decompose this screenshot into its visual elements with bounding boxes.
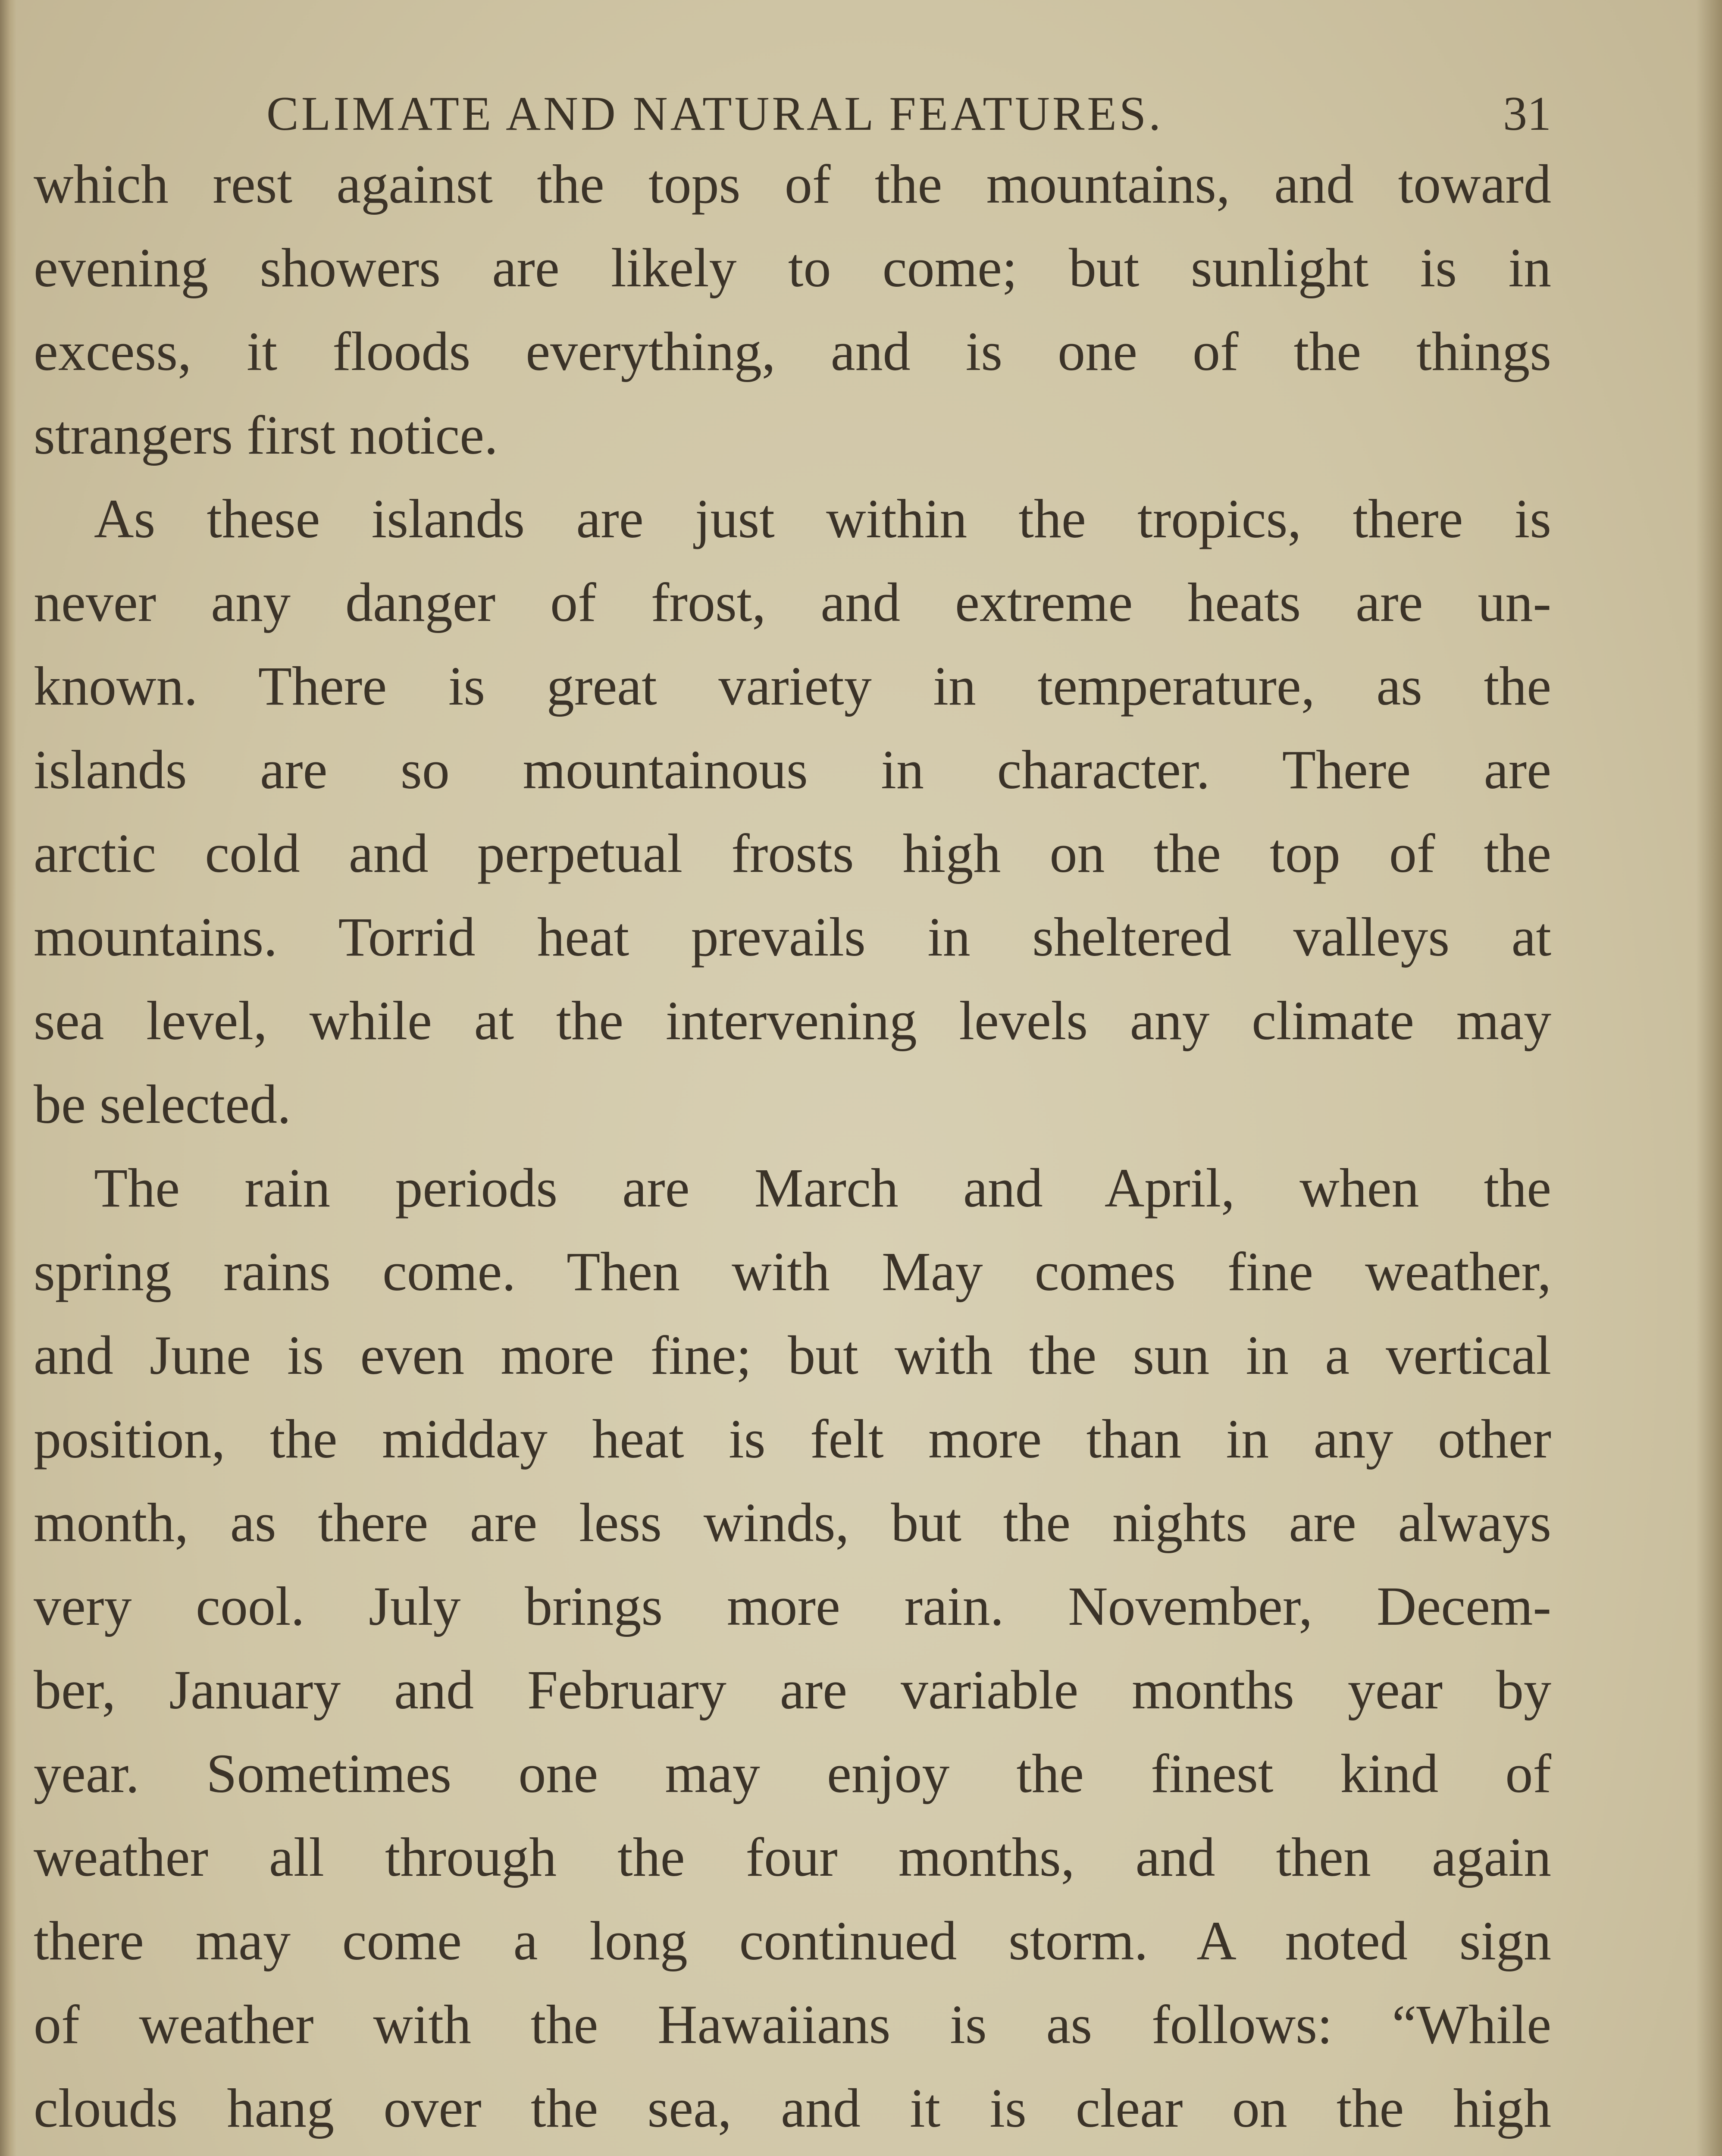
text-line: mountains. Torrid heat prevails in sheltered valleys at: [34, 906, 1551, 968]
text-line: clouds hang over the sea, and it is clear on the high: [34, 2078, 1551, 2139]
running-head: [34, 73, 1551, 142]
text-line: spring rains come. Then with May comes fine weather,: [34, 1241, 1551, 1302]
text-line: strangers first notice.: [34, 404, 498, 466]
text-line: which rest against the tops of the mountains, and toward: [34, 154, 1551, 215]
running-head-title: CLIMATE AND NATURAL FEATURES.: [266, 87, 1164, 141]
text-line: month, as there are less winds, but the nights are always: [34, 1492, 1551, 1553]
text-line: As these islands are just within the tropics, there is: [94, 488, 1551, 549]
text-line: very cool. July brings more rain. November, Decem-: [34, 1576, 1551, 1637]
text-line: evening showers are likely to come; but sunlight is in: [34, 237, 1551, 298]
text-line: and June is even more fine; but with the sun in a vertical: [34, 1325, 1551, 1386]
text-line: islands are so mountainous in character. There are: [34, 739, 1551, 800]
text-line: weather all through the four months, and then again: [34, 1827, 1551, 1888]
page-right-edge: [1696, 0, 1722, 2156]
text-line: position, the midday heat is felt more than in any other: [34, 1408, 1551, 1470]
book-page: [34, 73, 1551, 2156]
paragraph: [34, 142, 1551, 477]
text-line: there may come a long continued storm. A noted sign: [34, 1910, 1551, 1971]
text-line: arctic cold and perpetual frosts high on the top of the: [34, 823, 1551, 884]
text-line: never any danger of frost, and extreme heats are un-: [34, 572, 1551, 633]
text-line: excess, it floods everything, and is one of the things: [34, 321, 1551, 382]
text-line: be selected.: [34, 1074, 291, 1135]
paragraph: [34, 1146, 1551, 2156]
text-line: known. There is great variety in temperature, as the: [34, 655, 1551, 717]
text-line: sea level, while at the intervening levels any climate may: [34, 990, 1551, 1051]
page-left-edge: [0, 0, 16, 2156]
text-line: The rain periods are March and April, when the: [94, 1157, 1551, 1219]
text-line: [34, 2150, 1551, 2156]
paragraph: [34, 477, 1551, 1146]
text-line: of weather with the Hawaiians is as follows: “While: [34, 1994, 1551, 2055]
text-line: year. Sometimes one may enjoy the finest kind of: [34, 1743, 1551, 1804]
page-number: 31: [1503, 87, 1551, 141]
body-text: [34, 142, 1551, 2156]
text-line: ber, January and February are variable months year by: [34, 1659, 1551, 1720]
